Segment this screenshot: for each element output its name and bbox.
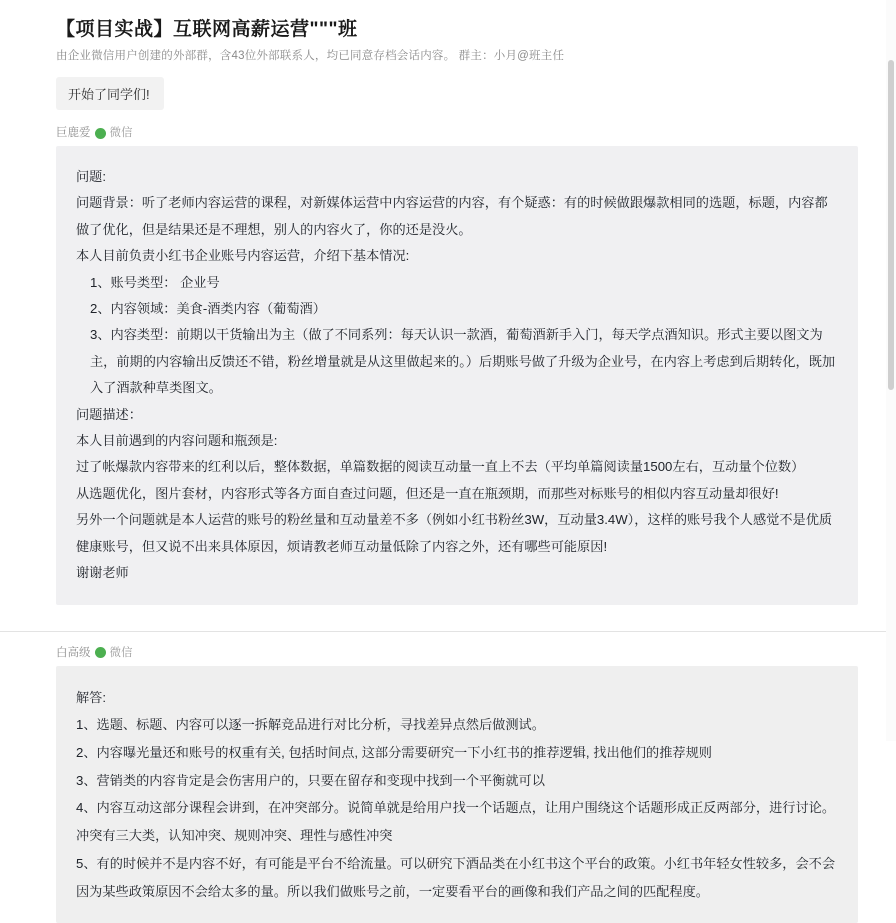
answer-line: 1、选题、标题、内容可以逐一拆解竞品进行对比分析，寻找差异点然后做测试。 xyxy=(76,711,836,739)
source-tag: 微信 xyxy=(110,644,133,660)
vertical-scrollbar[interactable] xyxy=(886,0,896,741)
sender-name: 巨鹿爱 xyxy=(56,124,91,140)
question-line: 本人目前遇到的内容问题和瓶颈是: xyxy=(76,428,836,454)
chat-subtitle: 由企业微信用户创建的外部群，含43位外部联系人，均已同意存档会话内容。 群主：小月@班主任 xyxy=(56,47,896,63)
answer-line: 解答: xyxy=(76,684,836,712)
question-line: 本人目前负责小红书企业账号内容运营，介绍下基本情况: xyxy=(76,243,836,269)
message-block-answer xyxy=(0,632,896,923)
question-line: 问题描述： xyxy=(76,402,836,428)
question-line: 1、账号类型： 企业号 xyxy=(76,270,836,296)
source-tag: 微信 xyxy=(110,124,133,140)
question-line: 问题背景：听了老师内容运营的课程，对新媒体运营中内容运营的内容，有个疑惑：有的时候做跟爆款相同的选题，标题，内容都做了优化，但是结果还是不理想，别人的内容火了，你的还是没火。 xyxy=(76,190,836,243)
answer-line: 4、内容互动这部分课程会讲到，在冲突部分。说简单就是给用户找一个话题点，让用户围绕这个话题形成正反两部分，进行讨论。冲突有三大类，认知冲突、规则冲突、理性与感性冲突 xyxy=(76,794,836,849)
verified-icon xyxy=(95,128,106,139)
verified-icon xyxy=(95,647,106,658)
message-bubble-answer xyxy=(56,666,858,923)
chat-title-text: 【项目实战】互联网高薪运营"""班 xyxy=(56,19,358,40)
question-line: 从选题优化，图片套材，内容形式等各方面自查过问题，但还是一直在瓶颈期，而那些对标账号的相似内容互动量却很好! xyxy=(76,481,836,507)
answer-line: 5、有的时候并不是内容不好，有可能是平台不给流量。可以研究下酒品类在小红书这个平台的政策。小红书年轻女性较多，会不会因为某些政策原因不会给太多的量。所以我们做账号之前，一定要看平台的画像和我们产品之间的匹配程度。 xyxy=(76,850,836,905)
question-line: 3、内容类型：前期以干货输出为主（做了不同系列：每天认识一款酒，葡萄酒新手入门，每天学点酒知识。形式主要以图文为主，前期的内容输出反馈还不错，粉丝增量就是从这里做起来的。）后期账号做了升级为企业号，在内容上考虑到后期转化，既加入了酒款种草类图文。 xyxy=(76,322,836,401)
scrollbar-thumb[interactable] xyxy=(888,60,894,390)
sender-name: 白高级 xyxy=(56,644,91,660)
message-meta-question xyxy=(56,124,896,140)
message-block-question xyxy=(0,124,896,605)
question-line: 问题: xyxy=(76,164,836,190)
question-line: 谢谢老师 xyxy=(76,560,836,586)
chat-header-area xyxy=(0,0,896,120)
message-bubble-question xyxy=(56,146,858,605)
page-title xyxy=(56,14,896,41)
message-meta-answer xyxy=(56,644,896,660)
answer-line: 3、营销类的内容肯定是会伤害用户的，只要在留存和变现中找到一个平衡就可以 xyxy=(76,767,836,795)
question-line: 2、内容领域：美食-酒类内容（葡萄酒） xyxy=(76,296,836,322)
answer-line: 2、内容曝光量还和账号的权重有关, 包括时间点, 这部分需要研究一下小红书的推荐逻辑, 找出他们的推荐规则 xyxy=(76,739,836,767)
question-line: 另外一个问题就是本人运营的账号的粉丝量和互动量差不多（例如小红书粉丝3W，互动量3.4W），这样的账号我个人感觉不是优质健康账号，但又说不出来具体原因，烦请教老师互动量低除了内容之外，还有哪些可能原因! xyxy=(76,507,836,560)
section-gap xyxy=(0,605,896,631)
question-line: 过了帐爆款内容带来的红利以后，整体数据，单篇数据的阅读互动量一直上不去（平均单篇阅读量1500左右，互动量个位数） xyxy=(76,454,836,480)
system-notice-bubble: 开始了同学们! xyxy=(56,77,164,110)
